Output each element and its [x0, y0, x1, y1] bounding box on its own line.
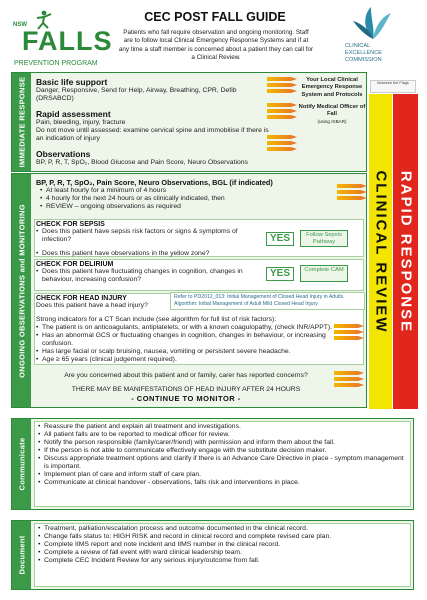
system-note-text: Your Local Clinical Emergency Response System and Protocols [301, 77, 363, 98]
arrows-head-injury [334, 324, 364, 342]
communicate-item: • Notify the person responsible (family/carer/friend) with permission and inform them about the fall. [38, 439, 410, 447]
sepsis-heading: CHECK FOR SEPSIS [36, 221, 105, 228]
complete-cam: Complete CAM [300, 265, 348, 282]
document-item: • Complete CEC Incident Review for any serious injury/outcome from fall. [38, 557, 410, 565]
sepsis-item: • Does this patient have observations in the yellow zone? [36, 250, 266, 258]
ongoing-obs-item: • At least hourly for a minimum of 4 hours [40, 187, 336, 195]
communicate-sidebar [12, 419, 31, 509]
communicate-item: • Communicate at clinical handover - observations, falls risk and interventions in place. [38, 479, 410, 487]
badge-text: Between the Flags [377, 81, 409, 85]
delirium-item: • Does this patient have fluctuating changes in cognition, changes in behaviour, increasing confusion? [36, 268, 266, 284]
sepsis-yes: YES [266, 232, 294, 246]
ongoing-obs-heading: BP, P, R, T, SpO₂, Pain Score, Neuro Observations, BGL (if indicated) [36, 178, 273, 187]
ongoing-obs-item: • 4 hourly for the next 24 hours or as clinically indicated, then [40, 195, 336, 203]
immediate-response-label: IMMEDIATE RESPONSE [17, 76, 26, 168]
communicate-item: • If the person is not able to communicate effectively engage with the substitute decision maker. [38, 447, 410, 455]
falls-prevention-logo [8, 8, 113, 72]
communicate-section [11, 418, 414, 510]
communicate-item: • Reassure the patient and explain all treatment and investigations. [38, 423, 410, 431]
arrows-rapid [267, 103, 297, 121]
ct-item: • The patient is on anticoagulants, antiplatelets, or with a known coagulopathy, (check INR/APPT). [36, 324, 336, 332]
immediate-response-sidebar [12, 73, 31, 171]
rapid-assessment-heading: Rapid assessment [36, 109, 111, 119]
falls-wordmark: FALLS [22, 26, 113, 56]
delirium-heading: CHECK FOR DELIRIUM [36, 261, 114, 268]
between-the-flags-badge [370, 80, 416, 93]
document-sidebar [12, 521, 31, 589]
document-label: Document [17, 535, 26, 575]
rapid-response-label: RAPID RESPONSE [397, 170, 414, 333]
clinical-review-column [369, 94, 392, 409]
delirium-yes: YES [266, 267, 294, 281]
ct-item: • Age ≥ 65 years (clinical judgement required). [36, 356, 336, 364]
reference-pd2012: Refer to PD2012_013: Initial Management of Closed Head Injury in Adults. [174, 294, 345, 300]
rapid-response-column [393, 94, 418, 409]
communicate-item: • Discuss appropriate treatment options and clarify if there is an Advance Care Directive in place - symptom management is important. [38, 455, 410, 471]
head-injury-question: Does this patient have a head injury? [36, 302, 148, 309]
continue-to-monitor: - CONTINUE TO MONITOR - [131, 394, 241, 403]
rapid-assessment-text-2: Do not move until assessed: examine cervical spine and immobilise if there is an indication of injury [36, 127, 269, 142]
clinical-review-label: CLINICAL REVIEW [372, 169, 389, 334]
document-item: • Change falls status to: HIGH RISK and record in clinical record and complete revised care plan. [38, 533, 410, 541]
nsw-label: NSW [13, 22, 27, 28]
document-item: • Complete a review of fall event with ward clinical leadership team. [38, 549, 410, 557]
communicate-label: Communicate [17, 437, 26, 491]
clinical-emergency-note [296, 77, 368, 127]
page-title: CEC POST FALL GUIDE [144, 10, 286, 24]
cec-leaf-icon [351, 5, 395, 41]
basic-life-support-text: Danger, Responsive, Send for Help, Airway, Breathing, CPR, Defib (DRSABCD) [36, 87, 237, 102]
rapid-assessment-text-1: Pain, bleeding, injury, fracture [36, 119, 126, 126]
head-injury-heading: CHECK FOR HEAD INJURY [36, 295, 127, 302]
document-item: • Treatment, palliation/escalation process and outcome documented in the clinical record. [38, 525, 410, 533]
sepsis-item: • Does this patient have sepsis risk factors or signs & symptoms of infection? [36, 228, 266, 244]
observations-text: BP, P, R, T, SpO₂, Blood Glucose and Pain Score, Neuro Observations [36, 159, 248, 166]
document-item: • Complete IIMS report and note incident and IIMS number in the clinical record. [38, 541, 410, 549]
communicate-item: • All patient falls are to be reported to medical officer for review. [38, 431, 410, 439]
ongoing-label: ONGOING OBSERVATIONS and MONITORING [17, 203, 26, 378]
arrows-basic [267, 77, 297, 95]
prevention-program-label: PREVENTION PROGRAM [14, 60, 98, 67]
communicate-item: • Implement plan of care and inform staff of care plan. [38, 471, 410, 479]
basic-life-support-heading: Basic life support [36, 77, 108, 87]
arrows-concern [334, 371, 364, 389]
observations-heading: Observations [36, 149, 91, 159]
cec-logo [345, 5, 423, 65]
ongoing-sidebar [12, 174, 31, 407]
arrows-observations [267, 135, 297, 153]
reference-algorithm: Algorithm: Initial Management of Adult Mild Closed Head Injury [174, 301, 318, 307]
follow-sepsis-pathway: Follow Sepsis Pathway [300, 230, 348, 247]
concern-question: Are you concerned about this patient and or family, carer has reported concerns? [64, 372, 308, 379]
ongoing-obs-item: • REVIEW – ongoing observations as required [40, 203, 336, 211]
arrows-ongoing [337, 184, 367, 202]
isbar-note: (using ISBAR) [317, 119, 347, 125]
ct-item: • Has an abnormal GCS or fluctuating changes in cognition, changes in behaviour, or increasing confusion. [36, 332, 336, 348]
document-section [11, 520, 414, 590]
ongoing-observations-section [11, 173, 367, 408]
cec-logo-text: CLINICAL EXCELLENCE COMMISSION [345, 43, 382, 63]
manifestation-note: THERE MAY BE MANIFESTATIONS OF HEAD INJURY AFTER 24 HOURS [71, 386, 301, 393]
head-injury-reference [170, 292, 365, 310]
notify-medical-officer: Notify Medical Officer of Fall [298, 103, 366, 118]
intro-text: Patients who fall require observation and ongoing monitoring. Staff are to follow local Clinical Emergency Response Systems and if at any time a staff member is concerned about a patient they can call for a Clinical Review. [118, 29, 314, 62]
ct-intro: Strong indicators for a CT Scan include (see algorithm for full list of risk factors): [36, 316, 277, 323]
ct-item: • Has large facial or scalp bruising, nausea, vomiting or persistent severe headache. [36, 348, 336, 356]
